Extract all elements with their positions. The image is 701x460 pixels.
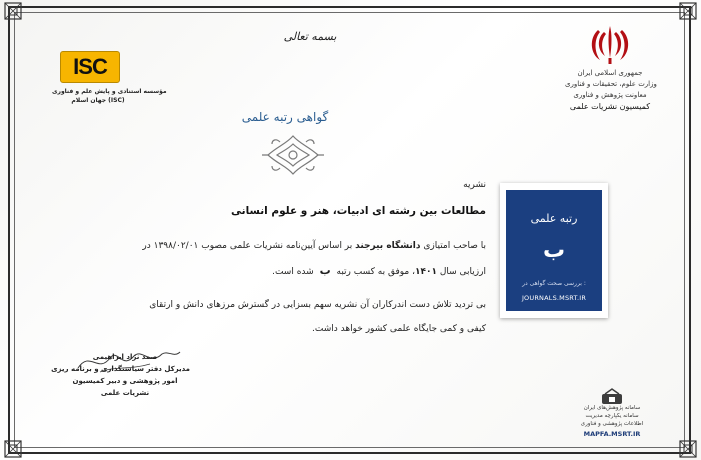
body-line-1-b: بر اساس آیین‌نامه نشریات علمی مصوب ۱۳۹۸/۰۲/۰۱ در — [142, 241, 353, 251]
isc-logo-text: ISC — [73, 54, 107, 79]
signatory-role-1: مدیرکل دفتر سیاستگذاری و برنامه ریزی — [51, 365, 190, 373]
rank-card-title: رتبه علمی — [530, 212, 578, 225]
commission-name: کمیسیون نشریات علمی — [569, 102, 651, 111]
certificate-title: گواهی رتبه علمی — [241, 110, 329, 124]
body-line-2 — [272, 264, 486, 277]
body-line-2-a: ارزیابی سال — [439, 267, 486, 277]
isc-caption-line-1: مؤسسه استنادی و پایش علم و فناوری — [52, 88, 167, 95]
signatory-name: صمد نژاد ابراهیمی — [92, 353, 158, 361]
rank-card-letter: ب — [542, 238, 566, 263]
mapfa-line-3: اطلاعات پژوهشی و فناوری — [580, 421, 644, 427]
rank-card-note: بررسی صحت گواهی در : — [522, 280, 586, 287]
isc-logo — [60, 51, 120, 83]
bismillah-heading: بسمه تعالی — [283, 30, 337, 43]
rank-card-site-link[interactable]: JOURNALS.MSRT.IR — [521, 294, 587, 302]
ornament-icon — [258, 130, 328, 180]
body-line-1-a: با صاحب امتیازی — [423, 241, 486, 251]
signatory-role-2: امور پژوهشی و دبیر کمیسیون — [72, 377, 178, 385]
signatory-block — [51, 351, 190, 399]
ministry-line-2: وزارت علوم، تحقیقات و فناوری — [565, 80, 657, 88]
corner-ornament-top-right — [677, 0, 699, 22]
corner-ornament-bottom-left — [2, 438, 24, 460]
mapfa-line-1: سامانه پژوهش‌های ایران — [583, 405, 641, 411]
corner-ornament-top-left — [2, 0, 24, 22]
rank-card-panel — [506, 190, 602, 311]
signatory-role-3: نشریات علمی — [100, 389, 150, 397]
isc-caption-line-2: جهان اسلام (ISC) — [71, 97, 125, 104]
mapfa-line-2: سامانه یکپارچه مدیریت — [585, 413, 639, 419]
mapfa-site-link[interactable]: MAPFA.MSRT.IR — [583, 430, 641, 438]
rank-inline-letter: ب — [319, 264, 331, 277]
corner-ornament-bottom-right — [677, 438, 699, 460]
body-line-4: کیفی و کمی جایگاه علمی کشور خواهد داشت. — [312, 324, 486, 334]
body-line-2-b: ، موفق به کسب رتبه — [336, 267, 415, 277]
ministry-block — [565, 68, 655, 112]
university-name: دانشگاه بیرجند — [355, 241, 421, 251]
journal-name: مطالعات بین رشته ای ادبیات، هنر و علوم انسانی — [231, 205, 486, 217]
rank-card — [500, 183, 608, 318]
journal-label: نشریه — [463, 180, 486, 190]
body-line-1 — [142, 241, 486, 251]
mapfa-block — [572, 404, 652, 438]
body-line-3: بی تردید تلاش دست اندرکاران آن نشریه سهم بسزایی در گسترش مرزهای دانش و ارتقای — [149, 300, 486, 310]
iran-emblem-icon — [585, 22, 635, 68]
ministry-line-1: جمهوری اسلامی ایران — [577, 69, 643, 77]
ministry-line-3: معاونت پژوهش و فناوری — [573, 91, 647, 99]
isc-caption — [52, 87, 167, 105]
evaluation-year: ۱۴۰۱ — [415, 267, 437, 277]
body-line-2-c: شده است. — [272, 267, 314, 277]
